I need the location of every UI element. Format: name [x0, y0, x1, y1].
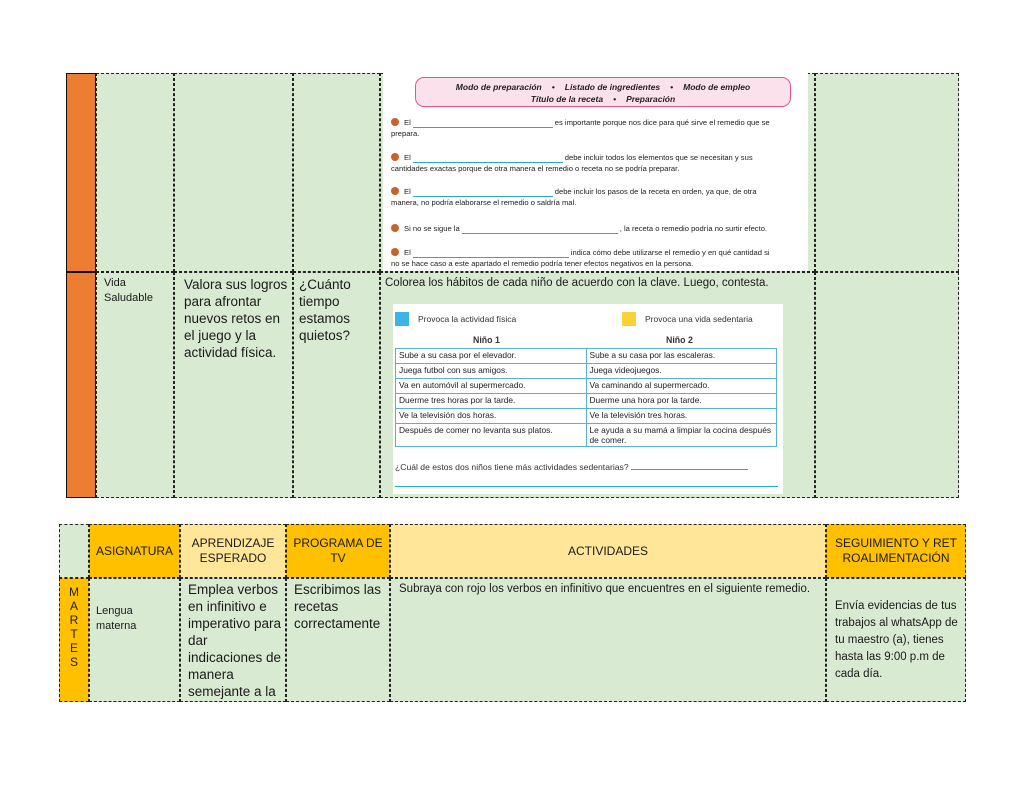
day-letter: A: [69, 599, 78, 613]
banner-option: Título de la receta: [530, 94, 604, 104]
answer-line: [395, 486, 778, 487]
item-continuation: no se hace caso a este apartado el remedio podría tener efectos negativos en la persona.: [391, 259, 694, 268]
table-row: [396, 349, 777, 364]
fill-in-blank: [413, 250, 569, 258]
item-text: , la receta o remedio podría no surtir efecto.: [619, 224, 768, 233]
habit-cell: Después de comer no levanta sus platos.: [396, 424, 587, 447]
item-prefix: El: [404, 187, 411, 196]
recipe-parts-banner: [415, 77, 791, 107]
banner-bullet: •: [551, 82, 555, 92]
header-actividades: [390, 524, 826, 578]
fill-in-blank: [413, 155, 563, 163]
key-label: Provoca la actividad física: [418, 314, 517, 324]
recipe-item: [391, 247, 805, 269]
nino2-heading: Niño 2: [666, 335, 693, 345]
day-column-cell: [66, 272, 96, 498]
programa-cell: [293, 73, 380, 272]
item-text: debe incluir los pasos de la receta en orden, ya que, de otra: [554, 187, 757, 196]
subject-line: Saludable: [104, 292, 153, 304]
day-label-martes: [59, 578, 89, 702]
header-asignatura: [89, 524, 180, 578]
habit-cell: Va en automóvil al supermercado.: [396, 379, 587, 394]
subject-line: materna: [96, 620, 137, 632]
key-physical: [395, 312, 516, 326]
day-letters: [69, 585, 79, 669]
yellow-key-swatch: [622, 312, 636, 326]
blue-key-swatch: [395, 312, 409, 326]
subject-cell: [89, 578, 180, 702]
header-blank-cell: [59, 524, 89, 578]
question-line: [395, 462, 779, 472]
actividades-cell: [390, 578, 826, 702]
bullet-dot-icon: [391, 224, 399, 232]
day-letter: S: [69, 655, 78, 669]
subject-cell: [96, 272, 174, 498]
banner-option: Preparación: [626, 94, 676, 104]
aprendizaje-text: Valora sus logros para afrontar nuevos retos en el juego y la actividad física.: [184, 277, 288, 360]
item-text: debe incluir todos los elementos que se necesitan y sus: [564, 153, 753, 162]
table-row: [396, 394, 777, 409]
aprendizaje-cell: [180, 578, 286, 702]
day-letter: R: [69, 613, 79, 627]
item-text: es importante porque nos dice para qué sirve el remedio que se: [554, 118, 770, 127]
actividad-instruction: Colorea los hábitos de cada niño de acuerdo con la clave. Luego, contesta.: [385, 277, 769, 289]
banner-line: [416, 81, 790, 93]
programa-cell: [286, 578, 390, 702]
habits-worksheet-image: [393, 304, 783, 494]
programa-text: ¿Cuánto tiempo estamos quietos?: [299, 277, 351, 343]
habit-cell: Juega videojuegos.: [586, 364, 777, 379]
bullet-dot-icon: [391, 118, 399, 126]
banner-line: [416, 93, 790, 105]
table-row: [396, 379, 777, 394]
subject-line: Lengua: [96, 605, 133, 617]
day-letter: T: [70, 627, 78, 641]
table-row: [396, 424, 777, 447]
aprendizaje-cell: [174, 73, 293, 272]
fill-in-blank: [462, 226, 618, 234]
day-letter: E: [69, 641, 78, 655]
key-label: Provoca una vida sedentaria: [645, 314, 753, 324]
question-text: ¿Cuál de estos dos niños tiene más actividades sedentarias?: [395, 462, 629, 472]
habit-cell: Duerme tres horas por la tarde.: [396, 394, 587, 409]
item-continuation: manera, no podría elaborarse el remedio o saldría mal.: [391, 198, 577, 207]
answer-blank: [631, 462, 748, 470]
banner-bullet: •: [670, 82, 674, 92]
bullet-dot-icon: [391, 248, 399, 256]
header-seguimiento: [826, 524, 966, 578]
recipe-item: [391, 117, 805, 139]
habits-table: [395, 348, 777, 447]
item-prefix: El: [404, 153, 411, 162]
day-column-cell: [66, 73, 96, 272]
programa-text: Escribimos las recetas correctamente: [294, 582, 382, 631]
habit-cell: Ve la televisión dos horas.: [396, 409, 587, 424]
recipe-item: [391, 186, 805, 208]
aprendizaje-text: Emplea verbos en infinitivo e imperativo para dar indicaciones de manera semejante a la: [188, 582, 282, 699]
habit-cell: Va caminando al supermercado.: [586, 379, 777, 394]
table-row: [396, 409, 777, 424]
habit-cell: Duerme una hora por la tarde.: [586, 394, 777, 409]
header-programa: [286, 524, 390, 578]
header-label: SEGUIMIENTO Y RETROALIMENTACIÓN: [834, 536, 958, 565]
recipe-worksheet-image: [383, 73, 808, 271]
planning-table-bottom: [59, 524, 966, 702]
banner-option: Modo de empleo: [683, 82, 751, 92]
bullet-dot-icon: [391, 187, 399, 195]
subject-cell: [96, 73, 174, 272]
nino1-heading: Niño 1: [473, 335, 500, 345]
aprendizaje-cell: [174, 272, 293, 498]
header-aprendizaje: [180, 524, 286, 578]
actividad-text: Subraya con rojo los verbos en infinitivo que encuentres en el siguiente remedio.: [399, 583, 811, 595]
banner-bullet: •: [613, 94, 617, 104]
item-text: indica cómo debe utilizarse el remedio y en qué cantidad si: [570, 248, 770, 257]
seguimiento-cell: [815, 73, 959, 272]
header-label: ASIGNATURA: [95, 543, 174, 558]
header-label: APRENDIZAJE ESPERADO: [191, 536, 275, 565]
subject-line: Vida: [104, 277, 126, 289]
table-row: [396, 364, 777, 379]
seguimiento-text: Envía evidencias de tus trabajos al whatsApp de tu maestro (a), tienes hasta las 9:00 p.m de cada día.: [835, 600, 958, 680]
habit-cell: Sube a su casa por el elevador.: [396, 349, 587, 364]
habit-cell: Ve la televisión tres horas.: [586, 409, 777, 424]
recipe-item: [391, 152, 805, 174]
item-continuation: prepara.: [391, 129, 420, 138]
banner-option: Listado de ingredientes: [564, 82, 661, 92]
day-letter: M: [69, 585, 79, 599]
item-continuation: cantidades exactas porque de otra manera el remedio o receta no se podría preparar.: [391, 164, 680, 173]
item-prefix: El: [404, 248, 411, 257]
bullet-dot-icon: [391, 153, 399, 161]
programa-cell: [293, 272, 380, 498]
banner-option: Modo de preparación: [455, 82, 542, 92]
recipe-item: [391, 223, 805, 234]
habit-cell: Sube a su casa por las escaleras.: [586, 349, 777, 364]
seguimiento-cell: [815, 272, 959, 498]
habit-cell: Le ayuda a su mamá a limpiar la cocina después de comer.: [586, 424, 777, 447]
habit-cell: Juega futbol con sus amigos.: [396, 364, 587, 379]
fill-in-blank: [413, 189, 553, 197]
item-prefix: El: [404, 118, 411, 127]
key-sedentary: [622, 312, 753, 326]
fill-in-blank: [413, 120, 553, 128]
item-prefix: Si no se sigue la: [404, 224, 460, 233]
header-label: PROGRAMA DE TV: [293, 536, 383, 565]
header-label: ACTIVIDADES: [567, 543, 648, 558]
seguimiento-cell: [826, 578, 966, 702]
